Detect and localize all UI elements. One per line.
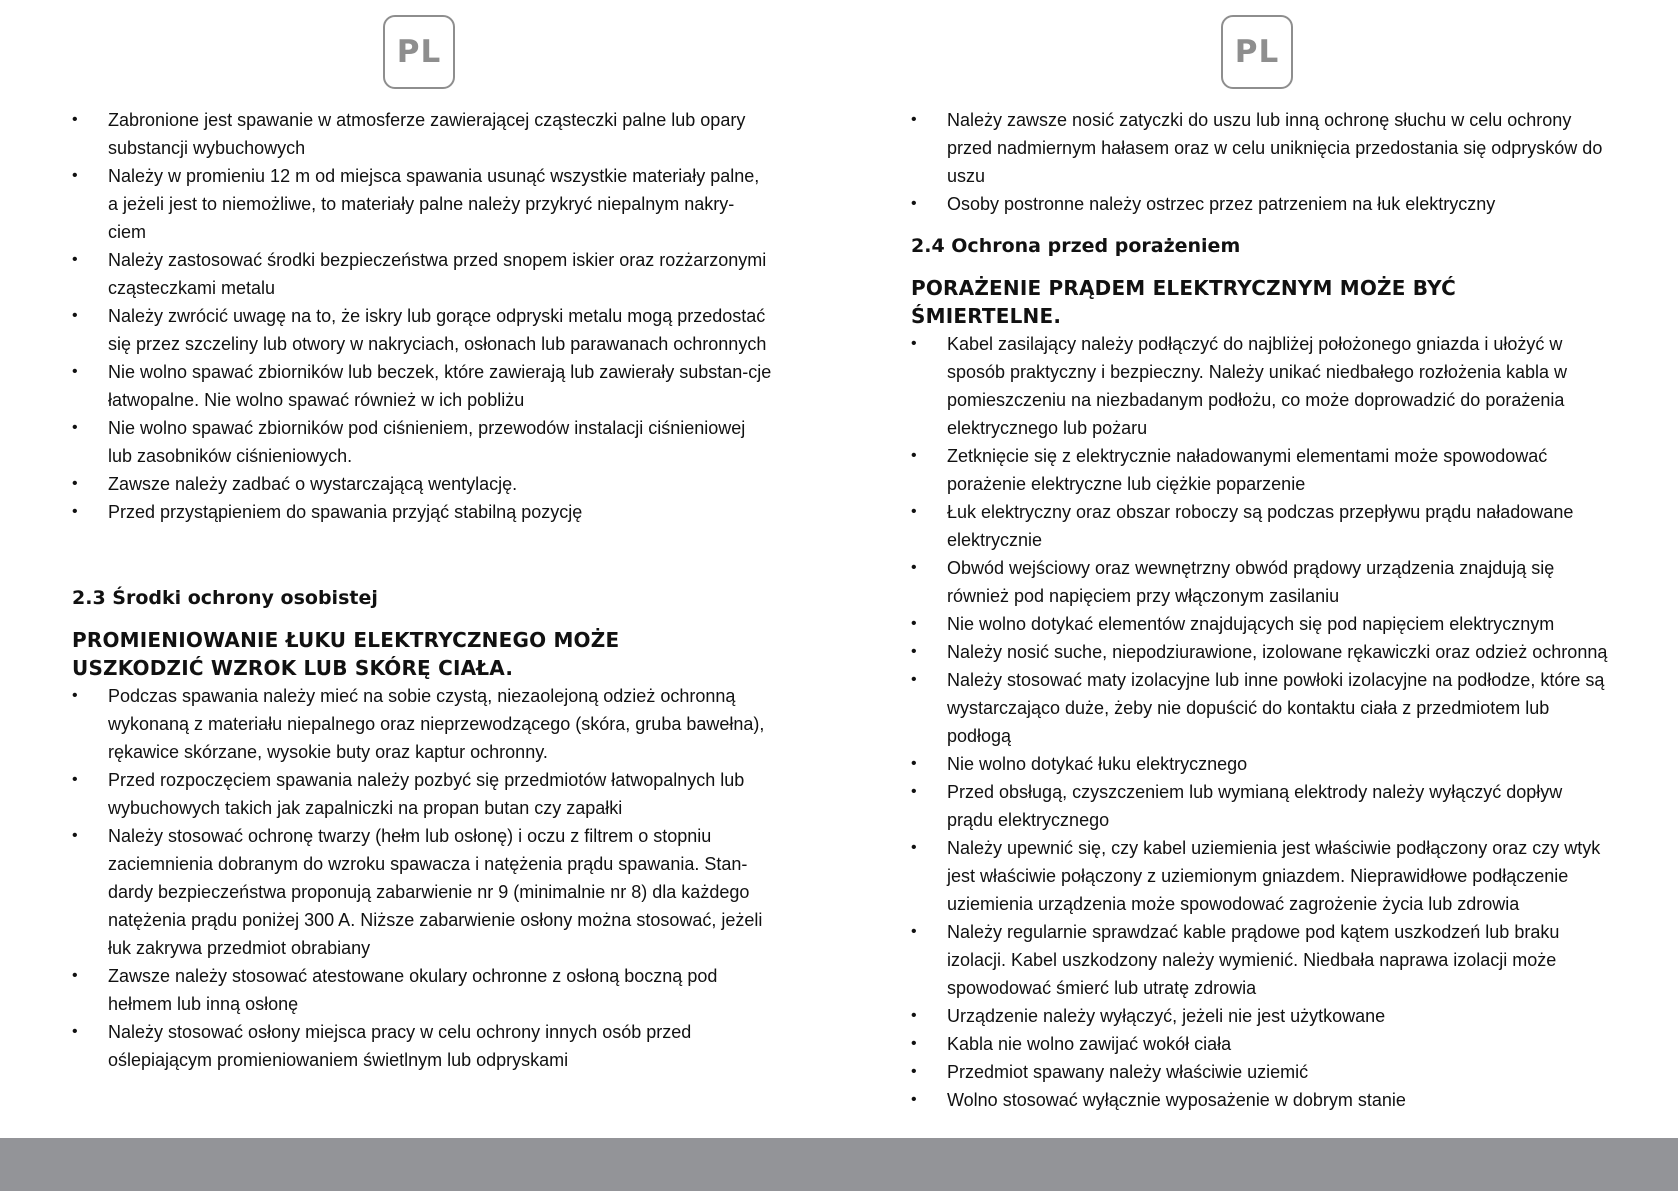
- bullet-icon: •: [72, 307, 78, 324]
- list-item-text: Nie wolno spawać zbiorników pod ciśnieniem, przewodów instalacji ciśnieniowej lub zasobników ciśnieniowych.: [108, 418, 746, 466]
- bullet-icon: •: [911, 503, 917, 520]
- list-item-text: Należy stosować osłony miejsca pracy w celu ochrony innych osób przed oślepiającym promieniowaniem świetlnym lub odpryskami: [108, 1022, 692, 1070]
- footer-bar: [0, 1138, 1678, 1191]
- list-item-text: Przed przystąpieniem do spawania przyjąć stabilną pozycję: [108, 502, 583, 522]
- list-item-text: Przedmiot spawany należy właściwie uziemić: [947, 1062, 1309, 1082]
- list-item-text: Należy zastosować środki bezpieczeństwa przed snopem iskier oraz rozżarzonymi cząsteczkami metalu: [108, 250, 767, 298]
- bullet-icon: •: [911, 755, 917, 772]
- list-item: [911, 190, 1611, 218]
- list-item-text: Nie wolno dotykać elementów znajdujących się pod napięciem elektrycznym: [947, 614, 1555, 634]
- bullet-icon: •: [72, 967, 78, 984]
- list-item: [911, 610, 1611, 638]
- list-item: [72, 358, 772, 414]
- list-item-text: Kabla nie wolno zawijać wokół ciała: [947, 1034, 1232, 1054]
- list-item-text: Osoby postronne należy ostrzec przez patrzeniem na łuk elektryczny: [947, 194, 1496, 214]
- list-item: [72, 246, 772, 302]
- bullet-icon: •: [72, 111, 78, 128]
- list-item-text: Zawsze należy zadbać o wystarczającą wentylację.: [108, 474, 518, 494]
- bullet-icon: •: [911, 195, 917, 212]
- list-item-text: Obwód wejściowy oraz wewnętrzny obwód prądowy urządzenia znajdują się również pod napięciem przy włączonym zasilaniu: [947, 558, 1555, 606]
- bullet-icon: •: [911, 1091, 917, 1108]
- bullet-icon: •: [72, 475, 78, 492]
- list-item: [72, 962, 772, 1018]
- list-item: [911, 1086, 1611, 1114]
- bullet-icon: •: [72, 771, 78, 788]
- list-item: [72, 470, 772, 498]
- bullet-icon: •: [911, 839, 917, 856]
- list-item-text: Należy stosować maty izolacyjne lub inne powłoki izolacyjne na podłodze, które są wystarczająco duże, żeby nie dopuścić do kontaktu ciała z przedmiotem lub podłogą: [947, 670, 1605, 746]
- list-item: [911, 918, 1611, 1002]
- list-item: [911, 498, 1611, 554]
- bullet-icon: •: [911, 1063, 917, 1080]
- list-item-text: Nie wolno dotykać łuku elektrycznego: [947, 754, 1248, 774]
- list-item-text: Urządzenie należy wyłączyć, jeżeli nie jest użytkowane: [947, 1006, 1386, 1026]
- list-item: [72, 106, 772, 162]
- list-item-text: Kabel zasilający należy podłączyć do najbliżej położonego gniazda i ułożyć w sposób praktyczny i bezpieczny. Należy unikać niedbałego rozłożenia kabla w pomieszczeniu na niezbadanym podłożu, co może doprowadzić do porażenia elektrycznego lub pożaru: [947, 334, 1568, 438]
- list-item-text: Łuk elektryczny oraz obszar roboczy są podczas przepływu prądu naładowane elektrycznie: [947, 502, 1574, 550]
- bullet-list: [911, 330, 1611, 1114]
- section-title: 2.3 Środki ochrony osobistej: [72, 587, 378, 609]
- list-item: [72, 414, 772, 470]
- bullet-icon: •: [911, 559, 917, 576]
- left-content: [72, 106, 772, 1074]
- bullet-icon: •: [911, 447, 917, 464]
- bullet-list: [911, 106, 1611, 218]
- list-item-text: Należy regularnie sprawdzać kable prądowe pod kątem uszkodzeń lub braku izolacji. Kabel uszkodzony należy wymienić. Niedbała naprawa izolacji może spowodować śmierć lub utratę zdrowia: [947, 922, 1560, 998]
- warning-heading: PROMIENIOWANIE ŁUKU ELEKTRYCZNEGO MOŻE USZKODZIĆ WZROK LUB SKÓRĘ CIAŁA.: [72, 628, 620, 680]
- bullet-icon: •: [72, 419, 78, 436]
- list-item: [911, 750, 1611, 778]
- right-page: [839, 0, 1678, 1138]
- bullet-icon: •: [72, 1023, 78, 1040]
- bullet-icon: •: [72, 167, 78, 184]
- list-item-text: Należy upewnić się, czy kabel uziemienia jest właściwie podłączony oraz czy wtyk jest właściwie połączony z uziemionym gniazdem. Nieprawidłowe podłączenie uziemienia urządzenia może spowodować zagrożenie życia lub zdrowia: [947, 838, 1601, 914]
- list-item: [911, 554, 1611, 610]
- list-item: [72, 766, 772, 822]
- bullet-icon: •: [72, 363, 78, 380]
- list-item-text: Należy zawsze nosić zatyczki do uszu lub inną ochronę słuchu w celu ochrony przed nadmiernym hałasem oraz w celu uniknięcia przedostania się odprysków do uszu: [947, 110, 1603, 186]
- section-title: 2.4 Ochrona przed porażeniem: [911, 235, 1241, 257]
- bullet-icon: •: [911, 643, 917, 660]
- bullet-icon: •: [911, 783, 917, 800]
- language-badge: PL: [383, 15, 455, 89]
- list-item-text: Należy w promieniu 12 m od miejsca spawania usunąć wszystkie materiały palne, a jeżeli jest to niemożliwe, to materiały palne należy przykryć niepalnym nakry-ciem: [108, 166, 760, 242]
- list-item: [72, 822, 772, 962]
- list-item: [911, 778, 1611, 834]
- list-item: [72, 498, 772, 526]
- list-item: [911, 330, 1611, 442]
- list-item: [911, 1058, 1611, 1086]
- list-item: [911, 106, 1611, 190]
- list-item-text: Przed obsługą, czyszczeniem lub wymianą elektrody należy wyłączyć dopływ prądu elektrycznego: [947, 782, 1563, 830]
- bullet-icon: •: [911, 335, 917, 352]
- right-content: [911, 106, 1611, 1114]
- list-item-text: Zabronione jest spawanie w atmosferze zawierającej cząsteczki palne lub opary substancji wybuchowych: [108, 110, 746, 158]
- bullet-icon: •: [72, 503, 78, 520]
- list-item-text: Nie wolno spawać zbiorników lub beczek, które zawierają lub zawierały substan-cje łatwopalne. Nie wolno spawać również w ich pobliżu: [108, 362, 772, 410]
- warning-heading: PORAŻENIE PRĄDEM ELEKTRYCZNYM MOŻE BYĆ ŚMIERTELNE.: [911, 276, 1456, 328]
- list-item: [911, 1030, 1611, 1058]
- list-item: [911, 834, 1611, 918]
- list-item: [72, 682, 772, 766]
- bullet-icon: •: [72, 827, 78, 844]
- list-item-text: Przed rozpoczęciem spawania należy pozbyć się przedmiotów łatwopalnych lub wybuchowych takich jak zapalniczki na propan butan czy zapałki: [108, 770, 745, 818]
- list-item: [911, 442, 1611, 498]
- list-item-text: Należy zwrócić uwagę na to, że iskry lub gorące odpryski metalu mogą przedostać się przez szczeliny lub otwory w nakryciach, osłonach lub parawanach ochronnych: [108, 306, 767, 354]
- bullet-icon: •: [72, 687, 78, 704]
- bullet-icon: •: [911, 923, 917, 940]
- bullet-icon: •: [911, 1035, 917, 1052]
- list-item-text: Należy nosić suche, niepodziurawione, izolowane rękawiczki oraz odzież ochronną: [947, 642, 1608, 662]
- list-item: [911, 1002, 1611, 1030]
- bullet-list: [72, 682, 772, 1074]
- bullet-icon: •: [911, 1007, 917, 1024]
- bullet-icon: •: [911, 671, 917, 688]
- list-item: [72, 162, 772, 246]
- list-item-text: Podczas spawania należy mieć na sobie czystą, niezaolejoną odzież ochronną wykonaną z materiału niepalnego oraz nieprzewodzącego (skóra, gruba bawełna), rękawice skórzane, wysokie buty oraz kaptur ochronny.: [108, 686, 765, 762]
- bullet-icon: •: [911, 111, 917, 128]
- list-item-text: Zawsze należy stosować atestowane okulary ochronne z osłoną boczną pod hełmem lub inną osłonę: [108, 966, 718, 1014]
- list-item: [911, 666, 1611, 750]
- list-item-text: Zetknięcie się z elektrycznie naładowanymi elementami może spowodować porażenie elektryczne lub ciężkie poparzenie: [947, 446, 1548, 494]
- list-item: [911, 638, 1611, 666]
- list-item: [72, 302, 772, 358]
- list-item: [72, 1018, 772, 1074]
- bullet-icon: •: [72, 251, 78, 268]
- language-badge: PL: [1221, 15, 1293, 89]
- bullet-list: [72, 106, 772, 526]
- list-item-text: Wolno stosować wyłącznie wyposażenie w dobrym stanie: [947, 1090, 1406, 1110]
- left-page: [0, 0, 839, 1138]
- bullet-icon: •: [911, 615, 917, 632]
- list-item-text: Należy stosować ochronę twarzy (hełm lub osłonę) i oczu z filtrem o stopniu zaciemnienia dobranym do wzroku spawacza i natężenia prądu spawania. Stan-dardy bezpieczeństwa proponują zabarwienie nr 9 (minimalnie nr 8) dla każdego natężenia prądu poniżej 300 A. Niższe zabarwienie osłony można stosować, jeżeli łuk zakrywa przedmiot obrabiany: [108, 826, 763, 958]
